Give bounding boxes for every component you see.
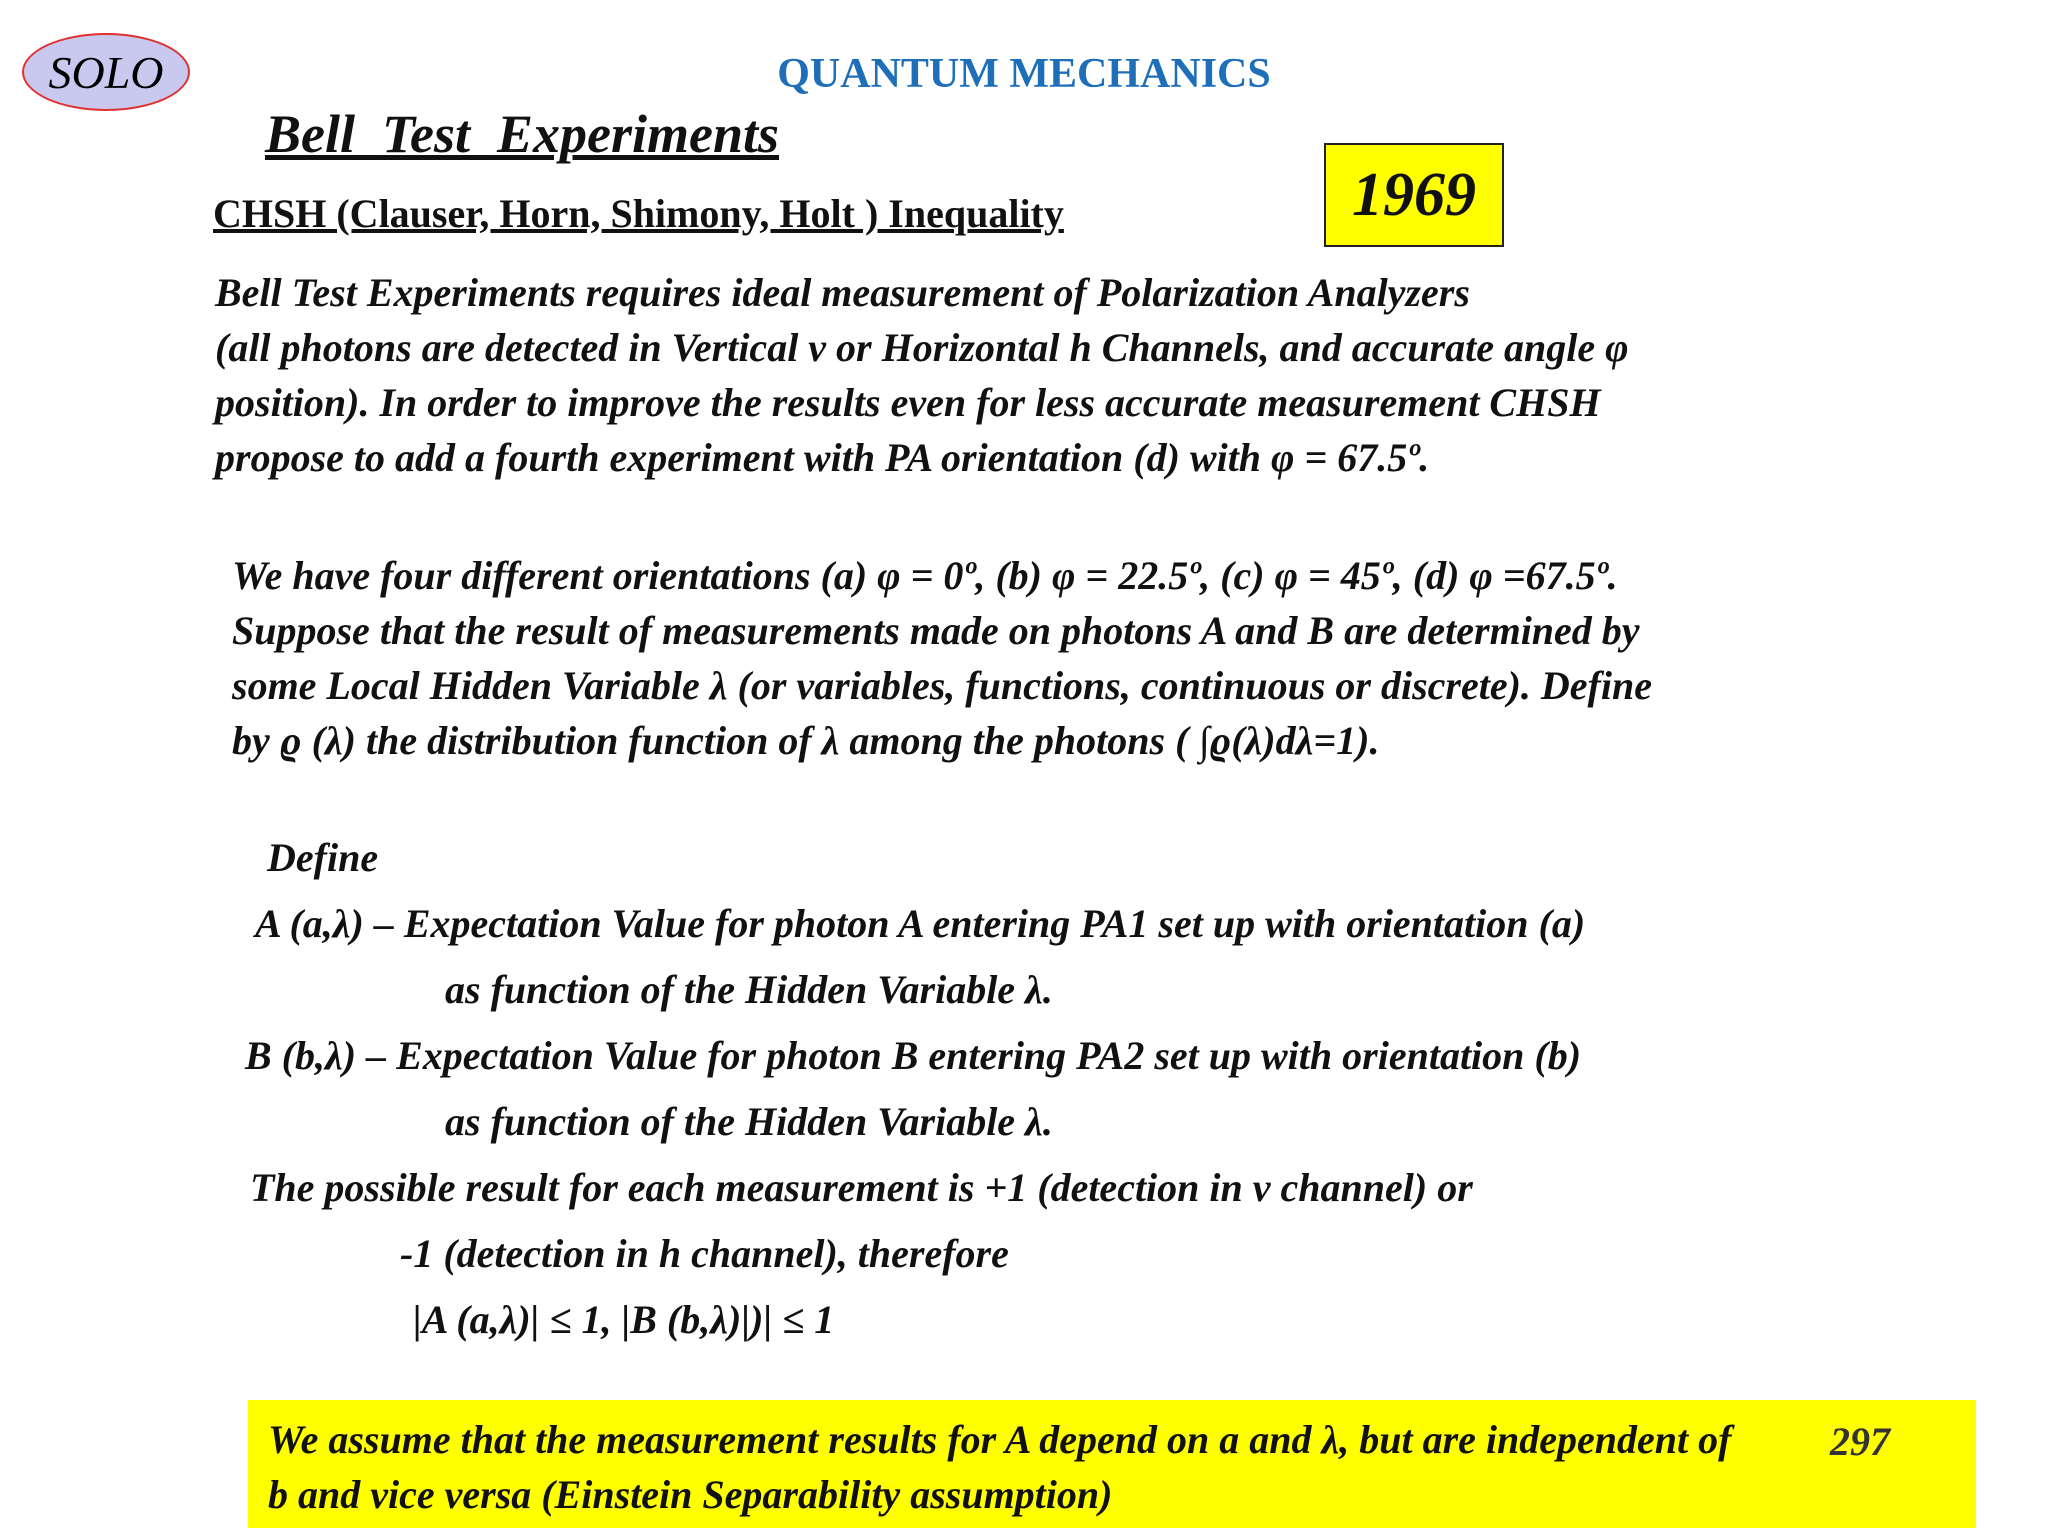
paragraph-intro <box>215 265 1629 485</box>
paragraph-line: Suppose that the result of measurements made on photons A and B are determined by <box>232 608 1640 653</box>
paragraph-line: some Local Hidden Variable λ (or variables, functions, continuous or discrete). Define <box>232 663 1652 708</box>
definition-block <box>245 825 1586 1353</box>
paragraph-line: propose to add a fourth experiment with PA orientation (d) with φ = 67.5º. <box>215 435 1430 480</box>
main-title: Bell_Test_Experiments <box>265 104 780 164</box>
paragraph-orientations <box>232 548 1652 768</box>
header-title: QUANTUM MECHANICS <box>777 51 1271 97</box>
highlight-line: b and vice versa (Einstein Separability assumption) <box>268 1472 1113 1517</box>
highlight-box <box>248 1400 1976 1528</box>
paragraph-line: Bell Test Experiments requires ideal measurement of Polarization Analyzers <box>215 270 1470 315</box>
definition-a-continued: as function of the Hidden Variable λ. <box>445 967 1053 1012</box>
definition-a: A (a,λ) – Expectation Value for photon A entering PA1 set up with orientation (a) <box>255 901 1586 946</box>
paragraph-line: We have four different orientations (a) φ = 0º, (b) φ = 22.5º, (c) φ = 45º, (d) φ =67.5º. <box>232 553 1618 598</box>
define-heading: Define <box>267 835 379 880</box>
result-line-2: -1 (detection in h channel), therefore <box>400 1231 1009 1276</box>
paragraph-line: position). In order to improve the results even for less accurate measurement CHSH <box>215 380 1601 425</box>
highlight-line: We assume that the measurement results for A depend on a and λ, but are independent of <box>268 1417 1732 1462</box>
definition-b: B (b,λ) – Expectation Value for photon B entering PA2 set up with orientation (b) <box>245 1033 1582 1078</box>
logo-text: SOLO <box>48 46 164 98</box>
page-number: 297 <box>1830 1419 1890 1464</box>
year-text: 1969 <box>1352 160 1476 229</box>
paragraph-line: (all photons are detected in Vertical v or Horizontal h Channels, and accurate angle φ <box>215 325 1629 370</box>
definition-b-continued: as function of the Hidden Variable λ. <box>445 1099 1053 1144</box>
subtitle: CHSH (Clauser, Horn, Shimony, Holt ) Inequality <box>213 191 1064 236</box>
paragraph-line: by ϱ (λ) the distribution function of λ among the photons ( ∫ϱ(λ)dλ=1). <box>232 718 1380 763</box>
inequality: |A (a,λ)| ≤ 1, |B (b,λ)|)| ≤ 1 <box>413 1297 835 1342</box>
year-badge <box>1324 143 1504 247</box>
result-line-1: The possible result for each measurement is +1 (detection in v channel) or <box>250 1165 1473 1210</box>
